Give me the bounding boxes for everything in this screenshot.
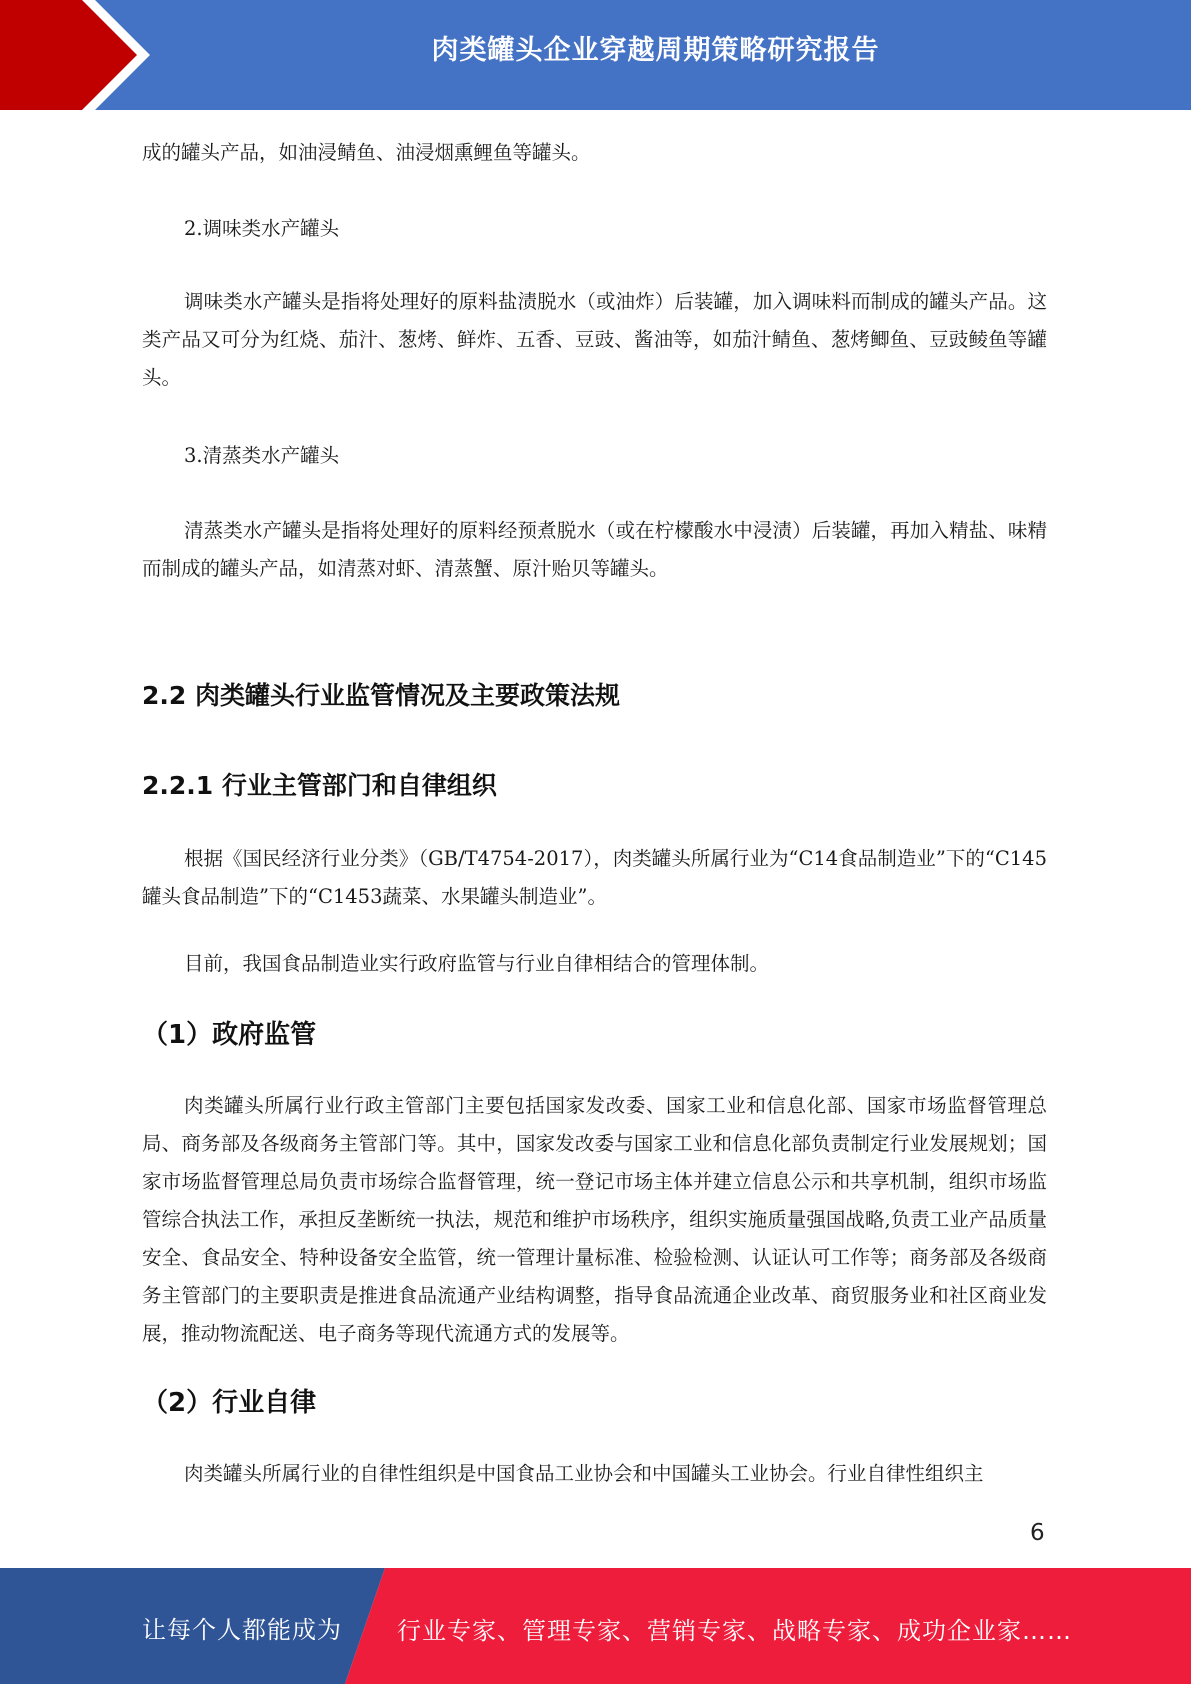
page-header [0,0,1191,110]
footer-slogan-right: 行业专家、管理专家、营销专家、战略专家、成功企业家…… [397,1617,1072,1645]
paragraph-self-discipline: 肉类罐头所属行业的自律性组织是中国食品工业协会和中国罐头工业协会。行业自律性组织主 [184,1462,984,1485]
paragraph-management-system: 目前，我国食品制造业实行政府监管与行业自律相结合的管理体制。 [184,952,770,975]
paragraph-government-regulation: 肉类罐头所属行业行政主管部门主要包括国家发改委、国家工业和信息化部、国家市场监督管理总局、商务部及各级商务主管部门等。其中，国家发改委与国家工业和信息化部负责制定行业发展规划；国家市场监督管理总局负责市场综合监督管理，统一登记市场主体并建立信息公示和共享机制，组织市场监管综合执法工作，承担反垄断统一执法，规范和维护市场秩序，组织实施质量强国战略,负责工业产品质量安全、食品安全、特种设备安全监管，统一管理计量标准、检验检测、认证认可工作等；商务部及各级商务主管部门的主要职责是推进食品流通产业结构调整，指导食品流通企业改革、商贸服务业和社区商业发展，推动物流配送、电子商务等现代流通方式的发展等。 [142,1094,1047,1345]
page-footer [0,1568,1191,1684]
footer-slogan-left: 让每个人都能成为 [142,1616,342,1644]
item-heading-steamed: 3.清蒸类水产罐头 [184,444,340,467]
section-heading-2-2-1: 2.2.1 行业主管部门和自律组织 [142,771,497,800]
paragraph-continuation: 成的罐头产品，如油浸鲭鱼、油浸烟熏鲤鱼等罐头。 [142,141,591,164]
paragraph-steamed-canned: 清蒸类水产罐头是指将处理好的原料经预煮脱水（或在柠檬酸水中浸渍）后装罐，再加入精盐、味精而制成的罐头产品，如清蒸对虾、清蒸蟹、原汁贻贝等罐头。 [142,519,1047,580]
subheading-industry-self-discipline: （2）行业自律 [142,1388,317,1418]
subheading-government-regulation: （1）政府监管 [142,1020,317,1050]
paragraph-industry-classification: 根据《国民经济行业分类》（GB/T4754-2017），肉类罐头所属行业为“C14食品制造业”下的“C145罐头食品制造”下的“C1453蔬菜、水果罐头制造业”。 [142,847,1047,908]
item-heading-seasoned: 2.调味类水产罐头 [184,217,340,240]
paragraph-seasoned-canned: 调味类水产罐头是指将处理好的原料盐渍脱水（或油炸）后装罐，加入调味料而制成的罐头产品。这类产品又可分为红烧、茄汁、葱烤、鲜炸、五香、豆豉、酱油等，如茄汁鲭鱼、葱烤鲫鱼、豆豉鲮鱼等罐头。 [142,290,1047,389]
page-number: 6 [1030,1520,1045,1546]
section-heading-2-2: 2.2 肉类罐头行业监管情况及主要政策法规 [142,681,620,710]
report-title: 肉类罐头企业穿越周期策略研究报告 [431,35,880,66]
